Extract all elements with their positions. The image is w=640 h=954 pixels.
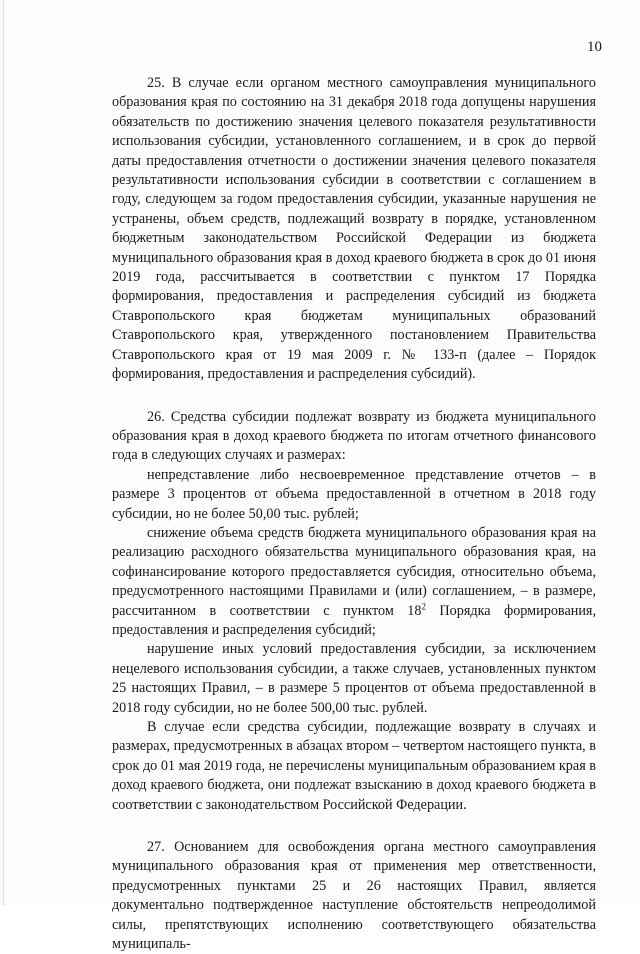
paragraph-27: 27. Основанием для освобождения органа местного самоуправления муниципального образования края от применения мер ответственности, предусмотренных пунктами 25 и 26 настоящих Правил, является документально подтвержденное наступление обстоятельств непреодолимой силы, препятствующих исполнению соответствующего обязательства муниципаль- [112,839,596,953]
scan-edge-marks [3,0,8,905]
paragraph-25: 25. В случае если органом местного самоуправления муниципального образования края по состоянию на 31 декабря 2018 года допущены нарушения обязательств по достижению значения целевого показателя результативности использования субсидии, установленного соглашением, и в срок до первой даты предоставления отчетности о достижении значения целевого показателя результативности использования субсидии в соответствии с соглашением в году, следующем за годом предоставления субсидии, указанные нарушения не устранены, объем средств, подлежащий возврату в порядке, установленном бюджетным законодательством Российской Федерации из бюджета муниципального образования края в доход краевого бюджета в срок до 01 июня 2019 года, рассчитывается в соответствии с пунктом 17 Порядка формирования, предоставления и распределения субсидий из бюджета Ставропольского края бюджетам муниципальных образований Ставропольского края, утвержденного постановлением Правительства Ставропольского края от 19 мая 2009 г. № 133-п (далее – Порядок формирования, предоставления и распределения субсидий). [112,75,596,383]
paragraph-26-final: В случае если средства субсидии, подлежащие возврату в случаях и размерах, предусмотренных в абзацах втором – четвертом настоящего пункта, в срок до 01 мая 2019 года, не перечислены муниципальным образованием края в доход краевого бюджета, они подлежат взысканию в доход краевого бюджета в соответствии с законодательством Российской Федерации. [112,719,596,813]
paragraph-26-item-1: непредставление либо несвоевременное представление отчетов – в размере 3 процентов от объема предоставленной в отчетном в 2018 году субсидии, но не более 50,00 тыс. рублей; [112,466,596,522]
document-body [112,74,596,954]
paragraph-26-item-2-text: снижение объема средств бюджета муниципального образования края на реализацию расходного обязательства муниципального образования края, на софинансирование которого предоставляется субсидия, относительно объема, предусмотренного настоящими Правилами и (или) соглашением, – в размере, рассчитанном в соответствии с пунктом 18 [112,524,596,619]
paragraph-26-item-2 [112,524,596,640]
paragraph-gap [112,815,596,838]
paragraph-26-item-2-tail: Порядка формирования, предоставления и распределения субсидий; [112,602,596,638]
paragraph-gap [112,385,596,408]
paragraph-26-item-3: нарушение иных условий предоставления субсидии, за исключением нецелевого использования субсидии, а также случаев, установленных пунктом 25 настоящих Правил, – в размере 5 процентов от объема предоставленной в 2018 году субсидии, но не более 500,00 тыс. рублей. [112,641,596,716]
paragraph-26-intro: 26. Средства субсидии подлежат возврату из бюджета муниципального образования края в доход краевого бюджета по итогам отчетного финансового года в следующих случаях и размерах: [112,408,596,464]
footnote-superscript: 2 [421,600,426,611]
page-number: 10 [587,39,602,55]
